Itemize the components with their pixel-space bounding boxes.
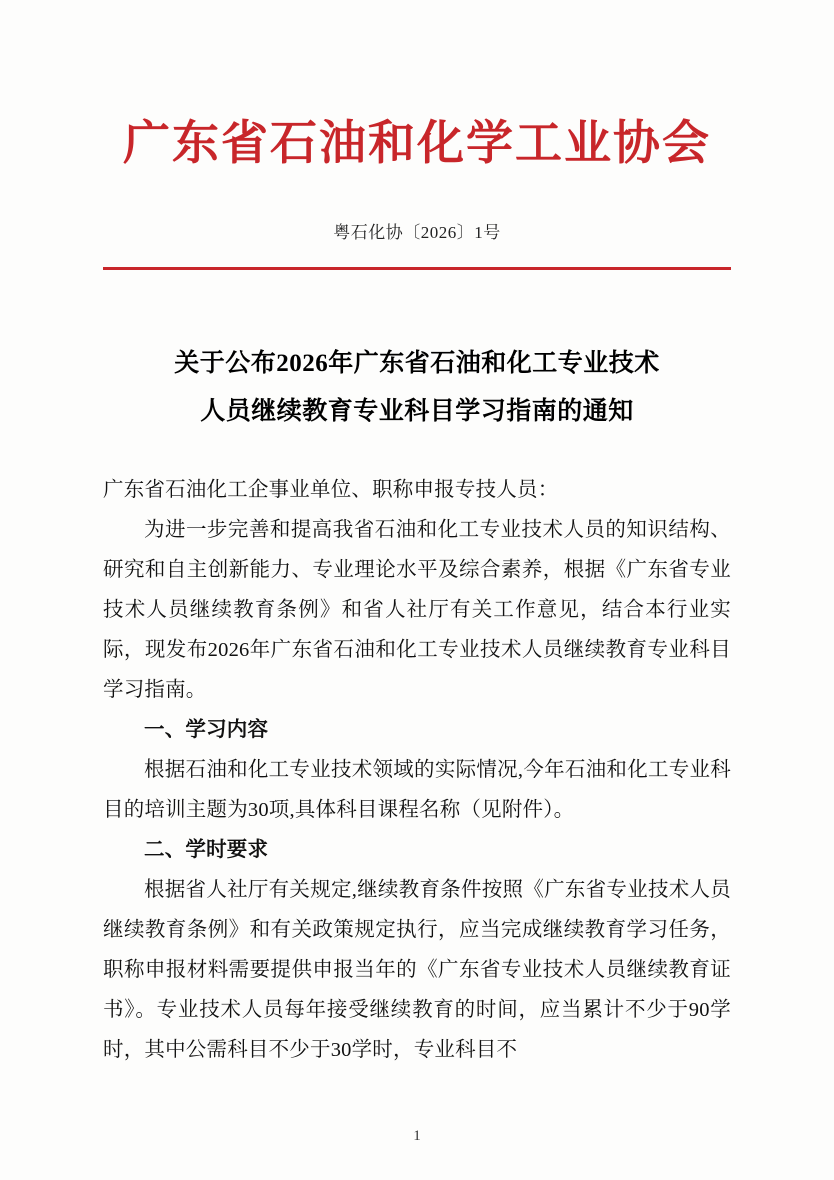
page-number: 1 bbox=[413, 1128, 421, 1144]
section-heading-1: 一、学习内容 bbox=[144, 719, 269, 741]
document-title bbox=[103, 340, 731, 438]
document-title-line-2: 人员继续教育专业科目学习指南的通知 bbox=[200, 398, 634, 426]
document-body bbox=[103, 471, 731, 1071]
red-divider-rule bbox=[103, 267, 731, 270]
salutation: 广东省石油化工企事业单位、职称申报专技人员： bbox=[103, 479, 559, 502]
document-number: 粤石化协〔2026〕1号 bbox=[333, 222, 501, 242]
body-paragraph-1: 为进一步完善和提高我省石油和化工专业技术人员的知识结构、研究和自主创新能力、专业理论水平及综合素养，根据《广东省专业技术人员继续教育条例》和省人社厅有关工作意见，结合本行业实际，现发布2026年广东省石油和化工专业技术人员继续教育专业科目学习指南。 bbox=[103, 519, 731, 702]
section-heading-2: 二、学时要求 bbox=[144, 838, 269, 861]
letterhead-organization-name: 广东省石油和化学工业协会 bbox=[123, 116, 711, 171]
document-title-line-1: 关于公布2026年广东省石油和化工专业技术 bbox=[174, 349, 660, 377]
document-content bbox=[103, 0, 731, 1180]
body-paragraph-2: 根据石油和化工专业技术领域的实际情况,今年石油和化工专业科目的培训主题为30项,具体科目课程名称（见附件）。 bbox=[103, 758, 731, 821]
body-paragraph-3: 根据省人社厅有关规定,继续教育条件按照《广东省专业技术人员继续教育条例》和有关政策规定执行，应当完成继续教育学习任务，职称申报材料需要提供申报当年的《广东省专业技术人员继续教育证书》。专业技术人员每年接受继续教育的时间，应当累计不少于90学时，其中公需科目不少于30学时，专业科目不 bbox=[103, 878, 731, 1061]
